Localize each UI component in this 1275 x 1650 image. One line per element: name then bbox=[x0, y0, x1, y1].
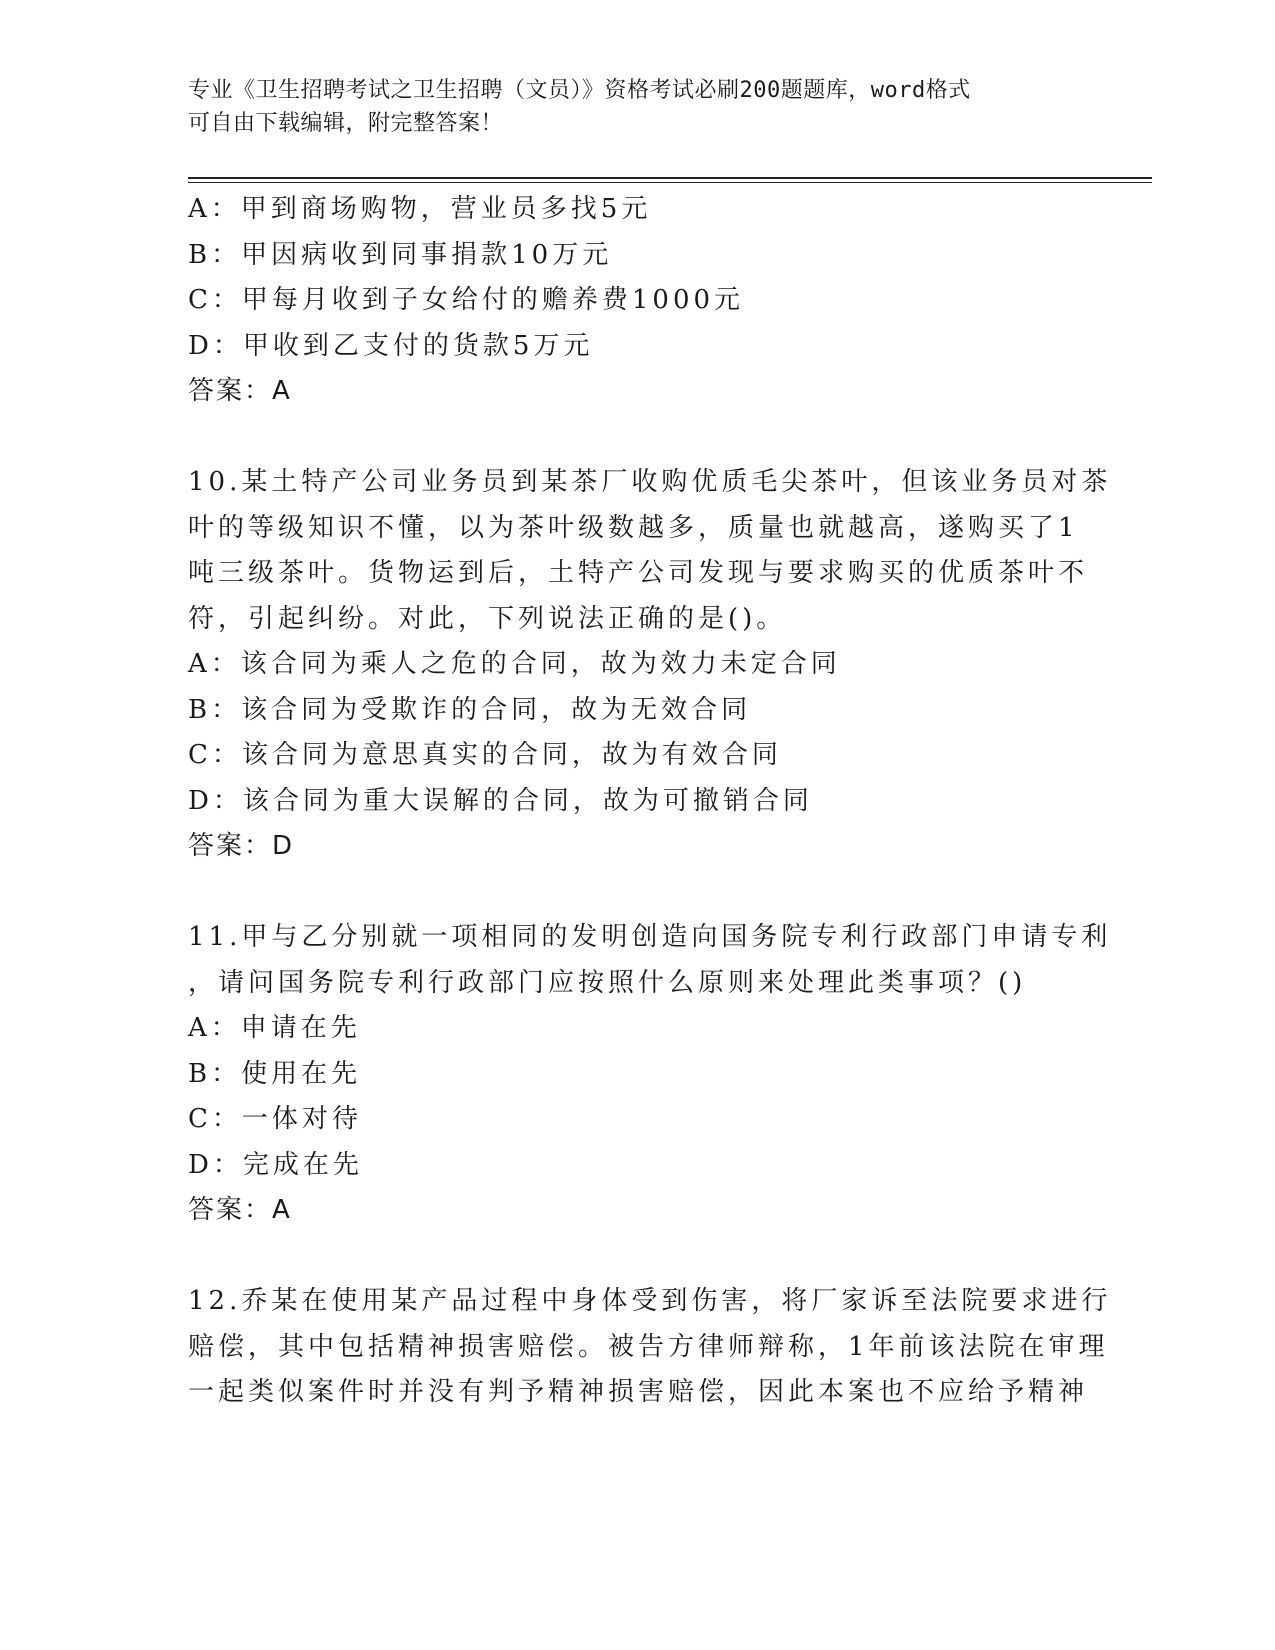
question-9-options bbox=[188, 187, 1088, 369]
stem-line: 11.甲与乙分别就一项相同的发明创造向国务院专利行政部门申请专利 bbox=[188, 922, 1112, 952]
option-a: A：该合同为乘人之危的合同，故为效力未定合同 bbox=[188, 649, 841, 679]
question-10-answer: 答案：D bbox=[188, 831, 295, 861]
question-12-stem bbox=[188, 1279, 1112, 1416]
option-b: B：使用在先 bbox=[188, 1058, 362, 1089]
option-b: B：甲因病收到同事捐款10万元 bbox=[188, 239, 613, 270]
option-c: C：甲每月收到子女给付的赡养费1000元 bbox=[188, 285, 745, 315]
stem-line: 一起类似案件时并没有判予精神损害赔偿，因此本案也不应给予精神 bbox=[188, 1377, 1089, 1407]
stem-line: 吨三级茶叶。货物运到后，土特产公司发现与要求购买的优质茶叶不 bbox=[188, 558, 1089, 588]
stem-line: ，请问国务院专利行政部门应按照什么原则来处理此类事项？() bbox=[188, 967, 1027, 998]
question-11-options bbox=[188, 1006, 1088, 1188]
option-c: C：该合同为意思真实的合同，故为有效合同 bbox=[188, 740, 782, 770]
stem-line: 10.某土特产公司业务员到某茶厂收购优质毛尖茶叶，但该业务员对茶 bbox=[188, 467, 1112, 497]
option-a: A：甲到商场购物，营业员多找5元 bbox=[188, 194, 652, 224]
spacer bbox=[188, 415, 1088, 461]
option-c: C：一体对待 bbox=[188, 1104, 362, 1134]
stem-line: 符，引起纠纷。对此，下列说法正确的是()。 bbox=[188, 603, 787, 634]
stem-line: 叶的等级知识不懂，以为茶叶级数越多，质量也就越高，遂购买了1 bbox=[188, 512, 1079, 543]
question-10-options bbox=[188, 642, 1088, 824]
question-content bbox=[188, 187, 1112, 1416]
spacer bbox=[188, 870, 1088, 916]
spacer bbox=[188, 1234, 1088, 1280]
option-d: D：该合同为重大误解的合同，故为可撤销合同 bbox=[188, 785, 813, 816]
question-10-stem bbox=[188, 460, 1112, 642]
option-a: A：申请在先 bbox=[188, 1013, 361, 1043]
header-divider-thick bbox=[188, 177, 1152, 179]
document-header: 专业《卫生招聘考试之卫生招聘（文员）》资格考试必刷200题题库，word格式 可自由下载编辑，附完整答案！ bbox=[188, 78, 971, 136]
stem-line: 12.乔某在使用某产品过程中身体受到伤害，将厂家诉至法院要求进行 bbox=[188, 1286, 1112, 1316]
question-11-answer: 答案：A bbox=[188, 1195, 292, 1225]
option-d: D：完成在先 bbox=[188, 1149, 363, 1180]
option-d: D：甲收到乙支付的货款5万元 bbox=[188, 330, 594, 361]
stem-line: 赔偿，其中包括精神损害赔偿。被告方律师辩称，1年前该法院在审理 bbox=[188, 1331, 1109, 1362]
header-divider-thin bbox=[188, 182, 1152, 183]
option-b: B：该合同为受欺诈的合同，故为无效合同 bbox=[188, 694, 752, 725]
question-11-stem bbox=[188, 915, 1112, 1006]
question-9-answer: 答案：A bbox=[188, 376, 292, 406]
